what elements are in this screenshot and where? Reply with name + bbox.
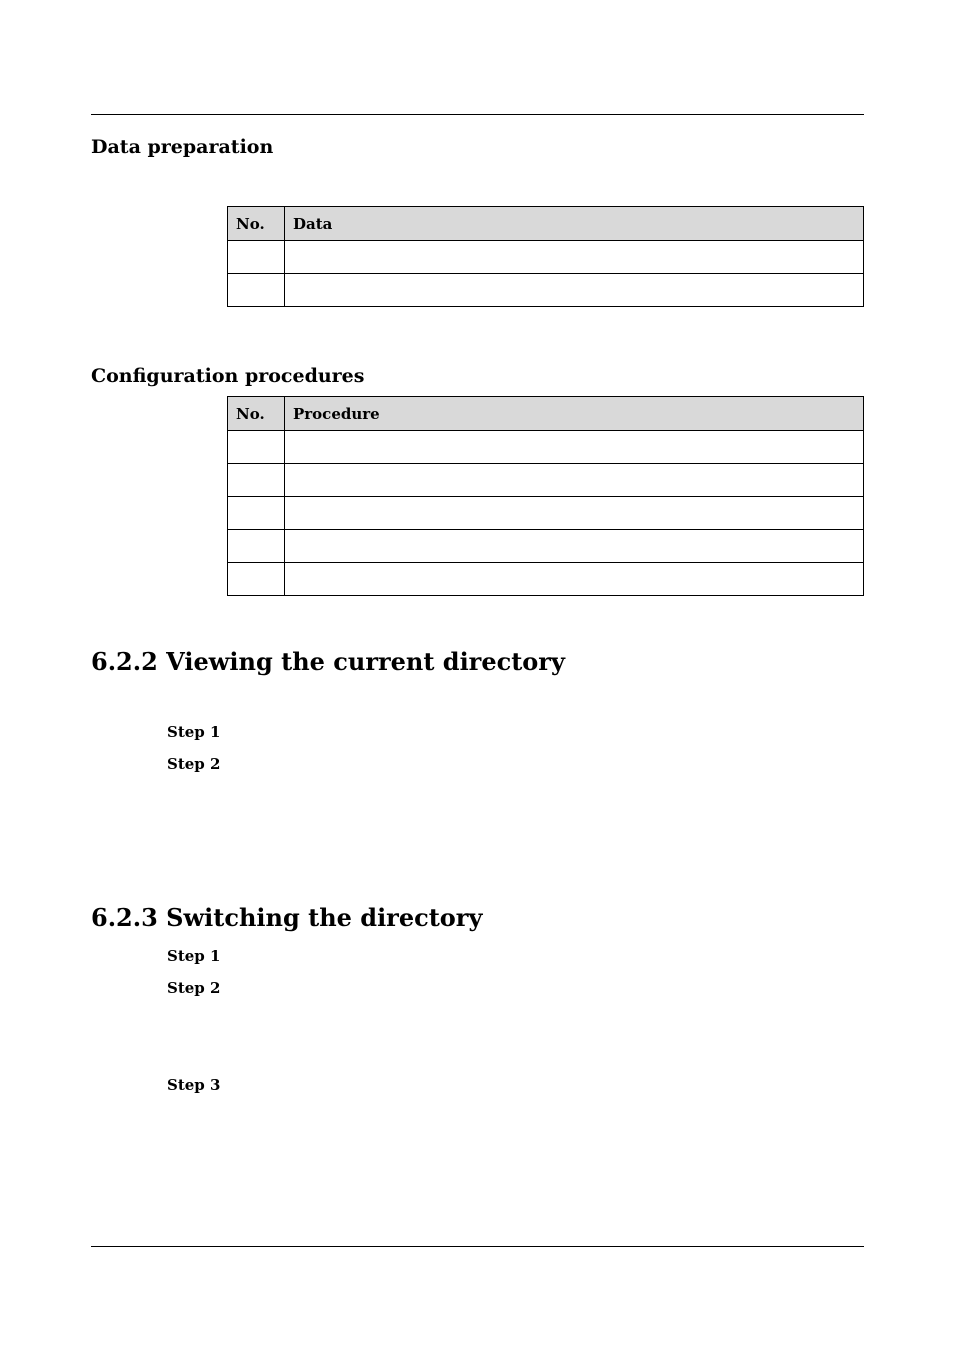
table-cell <box>285 464 864 497</box>
table-cell <box>228 497 285 530</box>
table-cell <box>285 530 864 563</box>
table-cell <box>285 431 864 464</box>
column-header-no: No. <box>228 207 285 241</box>
table-cell <box>285 497 864 530</box>
header-rule <box>91 114 864 115</box>
data-preparation-table <box>227 206 864 307</box>
table-row <box>228 563 864 596</box>
table-cell <box>228 241 285 274</box>
data-preparation-heading: Data preparation <box>91 136 274 158</box>
table-row <box>228 274 864 307</box>
configuration-procedures-table <box>227 396 864 596</box>
table-cell <box>228 563 285 596</box>
table-cell <box>285 274 864 307</box>
step-label: Step 1 <box>167 723 221 741</box>
table-cell <box>285 563 864 596</box>
step-label: Step 1 <box>167 947 221 965</box>
table-cell <box>228 530 285 563</box>
column-header-procedure: Procedure <box>285 397 864 431</box>
table-cell <box>228 274 285 307</box>
viewing-directory-heading: 6.2.2 Viewing the current directory <box>91 647 565 676</box>
table-row <box>228 431 864 464</box>
configuration-procedures-heading: Configuration procedures <box>91 365 365 387</box>
step-label: Step 3 <box>167 1076 221 1094</box>
step-label: Step 2 <box>167 755 221 773</box>
switching-directory-heading: 6.2.3 Switching the directory <box>91 903 483 932</box>
table-header-row <box>228 207 864 241</box>
table-cell <box>228 431 285 464</box>
step-label: Step 2 <box>167 979 221 997</box>
footer-rule <box>91 1246 864 1247</box>
table-row <box>228 241 864 274</box>
table-cell <box>228 464 285 497</box>
column-header-data: Data <box>285 207 864 241</box>
table-row <box>228 497 864 530</box>
column-header-no: No. <box>228 397 285 431</box>
table-row <box>228 464 864 497</box>
table-cell <box>285 241 864 274</box>
table-row <box>228 530 864 563</box>
table-header-row <box>228 397 864 431</box>
